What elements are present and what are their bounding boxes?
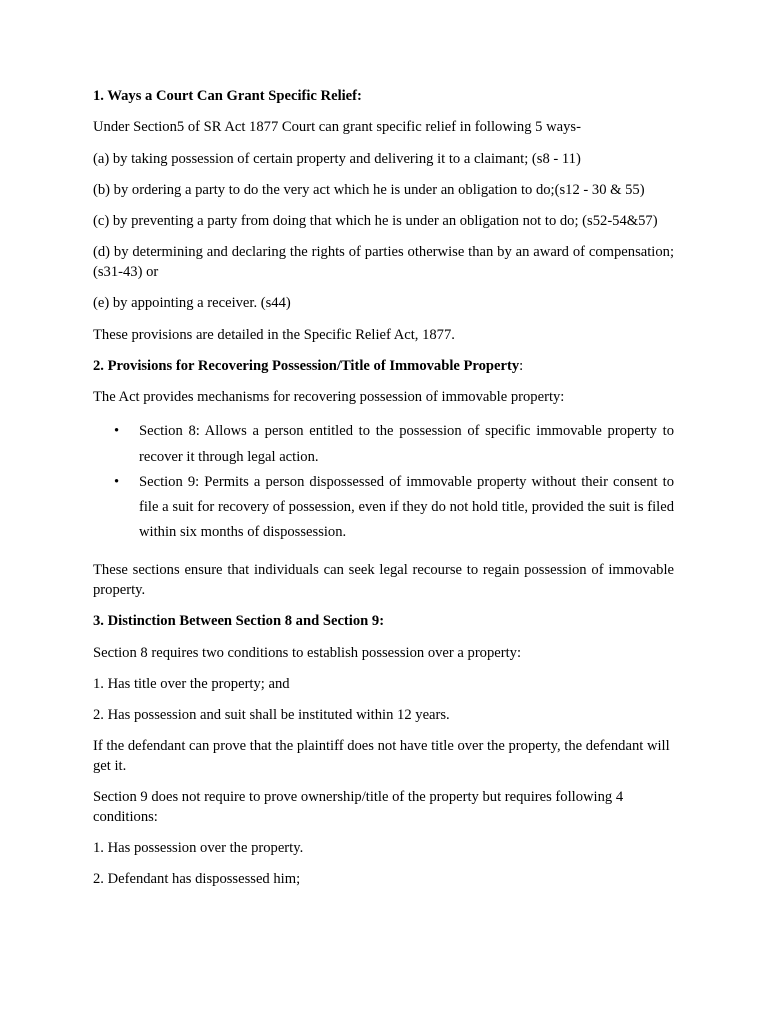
section-2-intro: The Act provides mechanisms for recovering possession of immovable property: (93, 389, 565, 406)
section-9-condition-2: 2. Defendant has dispossessed him; (93, 871, 301, 888)
section-8-intro: Section 8 requires two conditions to establish possession over a property: (93, 644, 522, 661)
list-item-section-9 (93, 470, 674, 546)
section-2-heading-text: 2. Provisions for Recovering Possession/Title of Immovable Property (93, 357, 520, 374)
section-8-condition-1: 1. Has title over the property; and (93, 675, 290, 692)
list-item-section-8 (93, 419, 674, 469)
relief-item-a: (a) by taking possession of certain property and delivering it to a claimant; (s8 - 11) (93, 150, 581, 167)
section-1-closing: These provisions are detailed in the Specific Relief Act, 1877. (93, 326, 455, 343)
section-9-intro: Section 9 does not require to prove ownership/title of the property but requires following 4 conditions: (93, 789, 624, 825)
relief-item-e: (e) by appointing a receiver. (s44) (93, 295, 291, 312)
section-list (93, 419, 674, 545)
bullet-icon: • (114, 423, 120, 440)
relief-item-d: (d) by determining and declaring the rights of parties otherwise than by an award of compensation; (s31-43) or (93, 244, 674, 280)
section-1-heading: 1. Ways a Court Can Grant Specific Relief: (93, 88, 362, 104)
section-9-condition-1: 1. Has possession over the property. (93, 840, 304, 857)
section-8-note: If the defendant can prove that the plaintiff does not have title over the property, the defendant will get it. (93, 738, 670, 774)
relief-item-b: (b) by ordering a party to do the very act which he is under an obligation to do;(s12 - 30 & 55) (93, 181, 645, 198)
section-8-condition-2: 2. Has possession and suit shall be instituted within 12 years. (93, 707, 450, 724)
list-item-text: Section 8: Allows a person entitled to the possession of specific immovable property to recover it through legal action. (139, 423, 674, 465)
section-2-heading (93, 357, 674, 377)
relief-item-c: (c) by preventing a party from doing that which he is under an obligation not to do; (s52-54&57) (93, 213, 658, 230)
bullet-icon: • (114, 473, 120, 490)
section-1-intro: Under Section5 of SR Act 1877 Court can grant specific relief in following 5 ways- (93, 119, 581, 136)
section-2-heading-colon: : (519, 357, 524, 374)
section-2-closing: These sections ensure that individuals can seek legal recourse to regain possession of immovable property. (93, 562, 674, 598)
section-3-heading: 3. Distinction Between Section 8 and Section 9: (93, 613, 385, 630)
list-item-text: Section 9: Permits a person dispossessed of immovable property without their consent to file a suit for recovery of possession, even if they do not hold title, provided the suit is filed within six months of dispossession. (139, 473, 674, 541)
document-body (93, 87, 674, 902)
